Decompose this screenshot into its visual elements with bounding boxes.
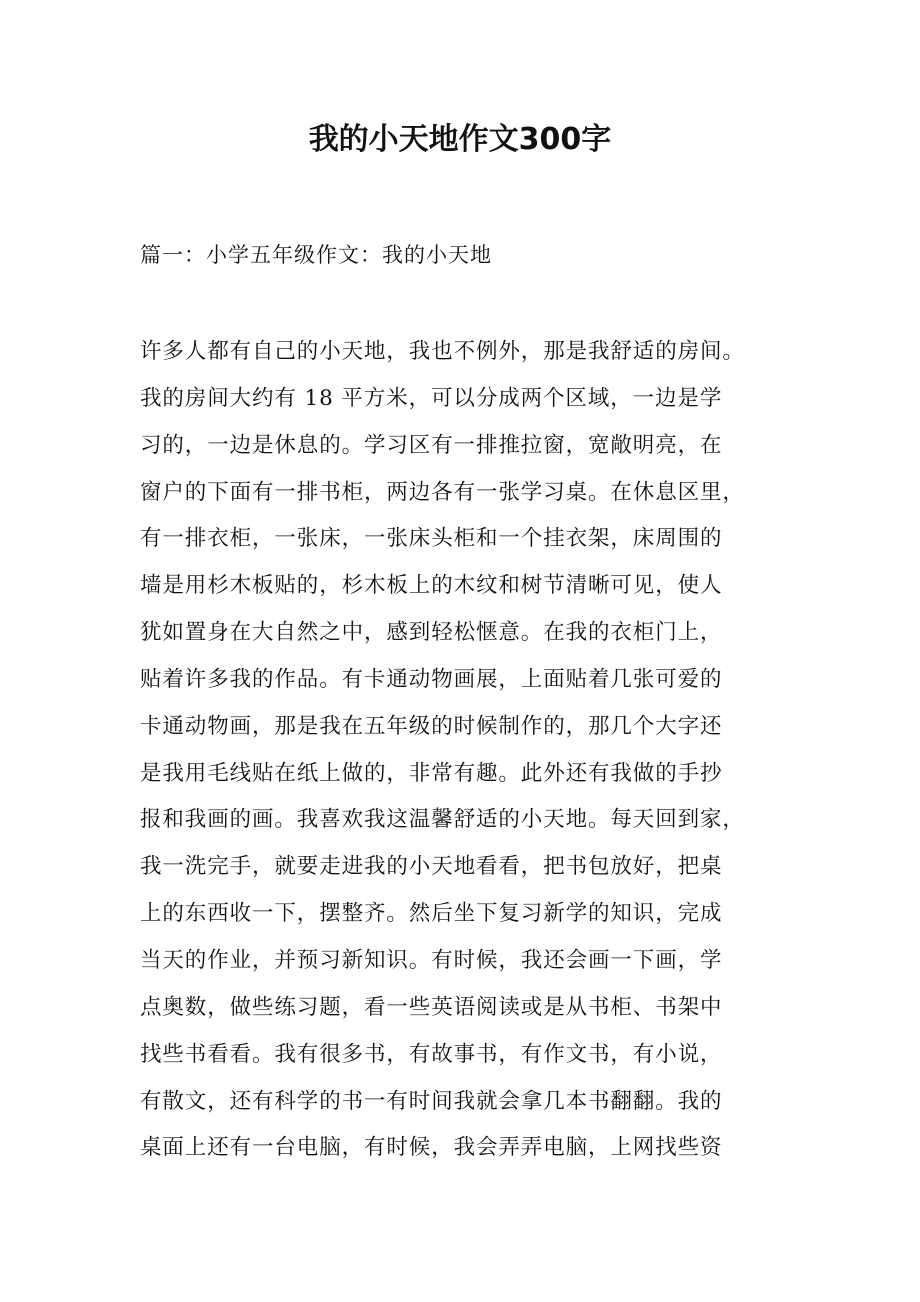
text-line: 当天的作业，并预习新知识。有时候，我还会画一下画，学 [140,947,723,973]
text-line: 墙是用杉木板贴的，杉木板上的木纹和树节清晰可见，使人 [140,573,723,599]
text-line: 许多人都有自己的小天地，我也不例外，那是我舒适的房间。 [140,339,745,364]
text-line: 我一洗完手，就要走进我的小天地看看，把书包放好，把桌 [140,854,723,880]
document-title: 我的小天地作文300字 [308,122,612,157]
text-line: 是我用毛线贴在纸上做的，非常有趣。此外还有我做的手抄 [140,760,723,786]
text-line: 有散文，还有科学的书一有时间我就会拿几本书翻翻。我的 [140,1088,723,1114]
text-line: 窗户的下面有一排书柜，两边各有一张学习桌。在休息区里， [140,479,745,505]
text-line: 犹如置身在大自然之中，感到轻松惬意。在我的衣柜门上， [140,620,723,646]
text-line: 有一排衣柜，一张床，一张床头柜和一个挂衣架，床周围的 [140,526,723,552]
text-line: 卡通动物画，那是我在五年级的时候制作的，那几个大字还 [140,713,723,739]
text-line: 上的东西收一下，摆整齐。然后坐下复习新学的知识，完成 [140,901,723,927]
text-line: 贴着许多我的作品。有卡通动物画展，上面贴着几张可爱的 [140,666,723,692]
document-body [140,332,800,1175]
text-line: 我的房间大约有 18 平方米，可以分成两个区域，一边是学 [140,385,723,411]
text-line: 桌面上还有一台电脑，有时候，我会弄弄电脑，上网找些资 [140,1135,723,1161]
section-heading: 篇一：小学五年级作文：我的小天地 [140,243,492,267]
text-line: 点奥数，做些练习题，看一些英语阅读或是从书柜、书架中 [140,994,723,1020]
text-line: 报和我画的画。我喜欢我这温馨舒适的小天地。每天回到家， [140,807,745,833]
text-line: 找些书看看。我有很多书，有故事书，有作文书，有小说， [140,1041,723,1067]
text-line: 习的，一边是休息的。学习区有一排推拉窗，宽敞明亮，在 [140,432,723,458]
